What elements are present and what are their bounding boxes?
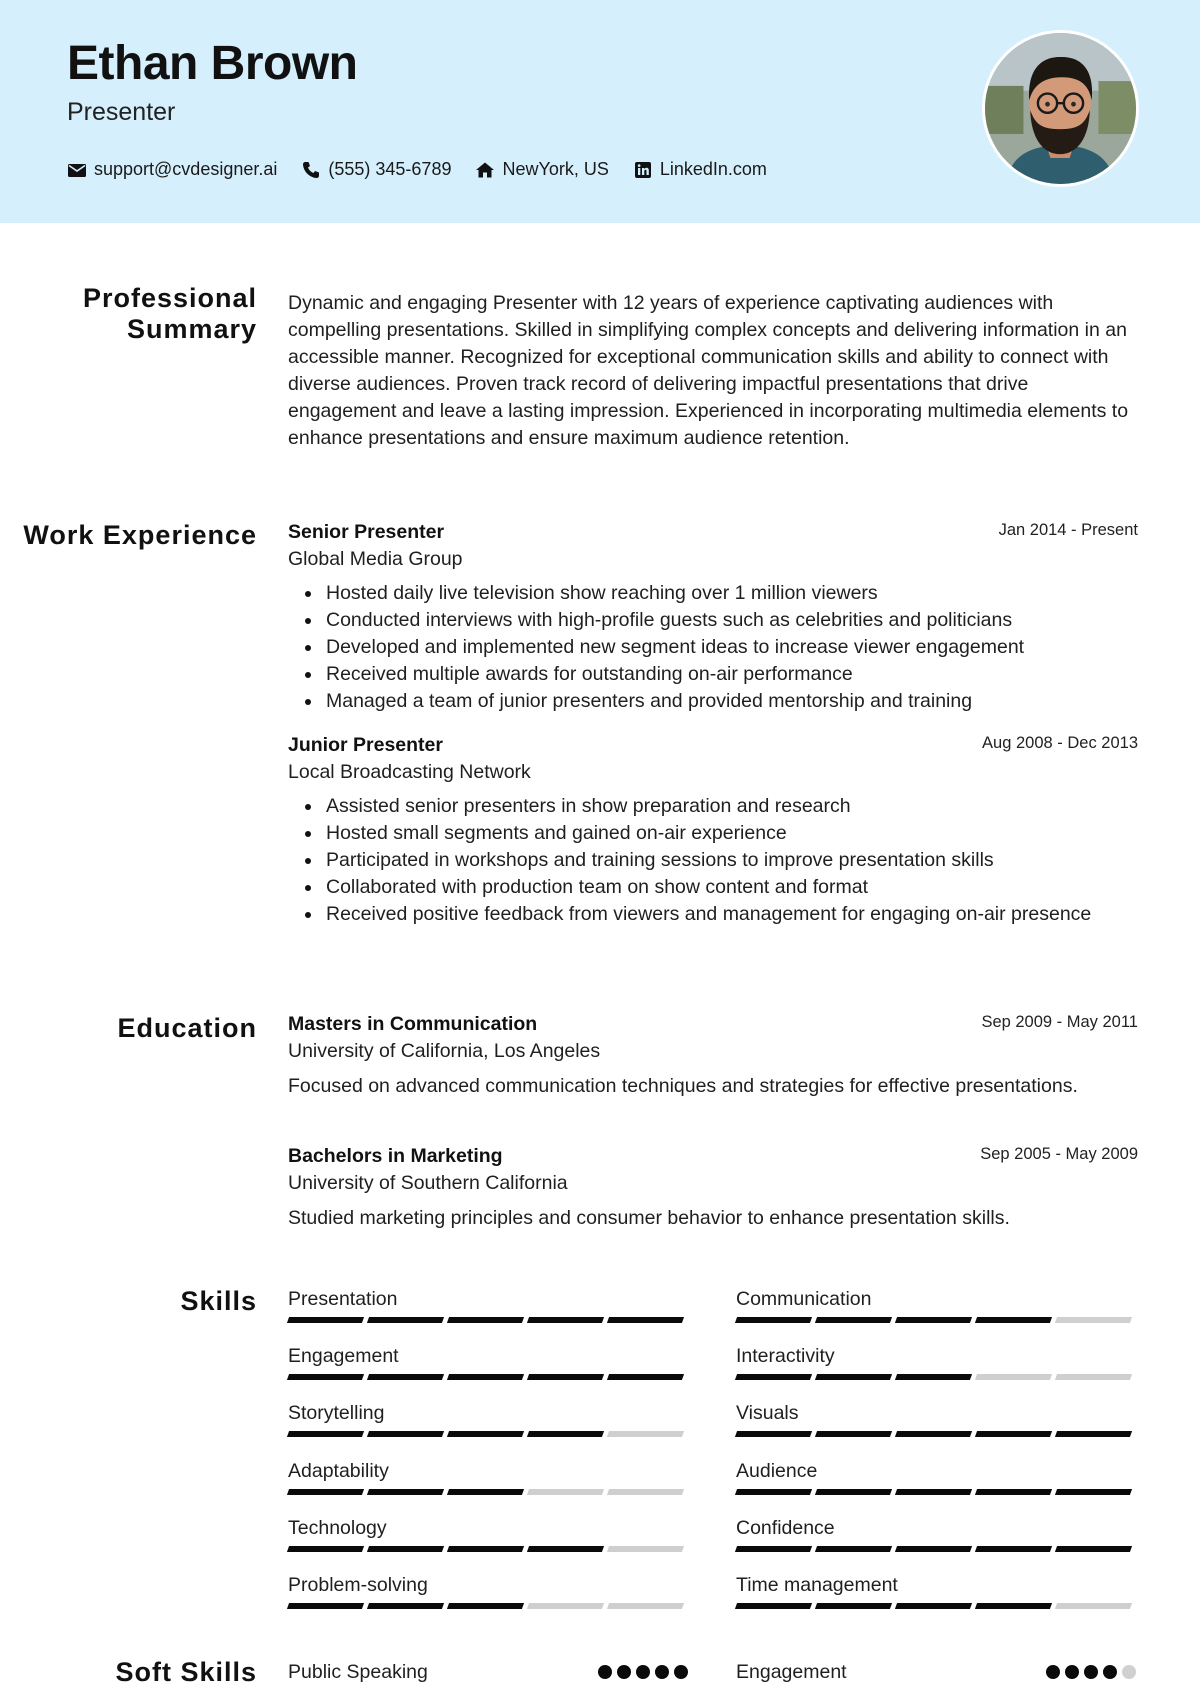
bullet-item: Received positive feedback from viewers and management for engaging on-air presence: [288, 901, 1138, 928]
section-title-skills: Skills: [180, 1286, 257, 1316]
skill-level-segment-filled: [815, 1489, 892, 1495]
skill-level-segment-filled: [447, 1431, 524, 1437]
rating-dot-filled: [636, 1665, 650, 1679]
skill-item: [288, 1516, 688, 1552]
home-icon: [475, 160, 495, 180]
skill-item: [288, 1287, 688, 1323]
soft-skill-item: [736, 1660, 1136, 1684]
bullet-item: Participated in workshops and training sessions to improve presentation skills: [288, 847, 1138, 874]
skill-level-segment-filled: [447, 1374, 524, 1380]
skill-level-segment-filled: [815, 1603, 892, 1609]
skill-level-segment-filled: [895, 1317, 972, 1323]
rating-dot-filled: [674, 1665, 688, 1679]
skill-level-segment-filled: [895, 1546, 972, 1552]
education-degree: Masters in Communication: [288, 1013, 538, 1035]
soft-skill-dots: [1041, 1665, 1136, 1679]
skill-level-segment-filled: [975, 1431, 1052, 1437]
job-company: Local Broadcasting Network: [288, 761, 531, 783]
skill-name: Confidence: [736, 1517, 835, 1539]
skill-level-segment-filled: [287, 1546, 364, 1552]
contact-email[interactable]: [67, 159, 277, 180]
bullet-item: Hosted small segments and gained on-air experience: [288, 820, 1138, 847]
skill-item: [736, 1459, 1136, 1495]
skill-level-segment-filled: [1055, 1546, 1132, 1552]
skill-name: Engagement: [288, 1345, 399, 1367]
skill-name: Audience: [736, 1460, 818, 1482]
experience-entry: [288, 732, 1138, 928]
skill-item: [736, 1573, 1136, 1609]
skill-level-segment-filled: [287, 1374, 364, 1380]
envelope-icon: [67, 160, 87, 180]
soft-skill-dots: [593, 1665, 688, 1679]
skill-level-segment-filled: [895, 1374, 972, 1380]
education-dates: Sep 2009 - May 2011: [981, 1013, 1138, 1031]
skill-level-segment-empty: [607, 1603, 684, 1609]
skill-level-segment-filled: [367, 1317, 444, 1323]
section-title-soft-skills: Soft Skills: [115, 1657, 257, 1684]
skill-bar: [288, 1317, 688, 1323]
contact-bar: [67, 159, 791, 180]
bullet-item: Conducted interviews with high-profile guests such as celebrities and politicians: [288, 607, 1138, 634]
linkedin-text: LinkedIn.com: [659, 159, 767, 179]
skill-level-segment-filled: [447, 1489, 524, 1495]
skill-level-segment-filled: [895, 1489, 972, 1495]
education-entry: [288, 1143, 1138, 1232]
skill-level-segment-filled: [975, 1317, 1052, 1323]
location-text: NewYork, US: [502, 159, 609, 179]
education-degree: Bachelors in Marketing: [288, 1145, 503, 1167]
skill-item: [736, 1344, 1136, 1380]
summary-text: Dynamic and engaging Presenter with 12 years of experience captivating audiences with compelling presentations. Skilled in simplifying complex concepts and delivering information in an accessible manner. Recognized for exceptional communication skills and ability to connect with diverse audiences. Proven track record of delivering impactful presentations that drive engagement and leave a lasting impression. Experienced in incorporating multimedia elements to enhance presentations and ensure maximum audience retention.: [288, 292, 1129, 449]
skill-level-segment-filled: [975, 1603, 1052, 1609]
skill-level-segment-filled: [895, 1431, 972, 1437]
skill-level-segment-empty: [607, 1431, 684, 1437]
skill-level-segment-empty: [1055, 1374, 1132, 1380]
soft-skill-name: Engagement: [736, 1661, 847, 1683]
skill-level-segment-filled: [815, 1546, 892, 1552]
rating-dot-filled: [1103, 1665, 1117, 1679]
skill-item: [288, 1344, 688, 1380]
education-description: Studied marketing principles and consumer behavior to enhance presentation skills.: [288, 1207, 1010, 1229]
skill-level-segment-filled: [815, 1374, 892, 1380]
rating-dot-empty: [1122, 1665, 1136, 1679]
job-bullets: [288, 793, 1138, 928]
skill-level-segment-filled: [815, 1317, 892, 1323]
section-title-experience: Work Experience: [23, 520, 257, 550]
skill-level-segment-empty: [607, 1489, 684, 1495]
skill-level-segment-filled: [735, 1317, 812, 1323]
skill-name: Technology: [288, 1517, 387, 1539]
skill-level-segment-empty: [527, 1603, 604, 1609]
skill-bar: [288, 1546, 688, 1552]
skill-level-segment-filled: [735, 1546, 812, 1552]
skill-level-segment-empty: [1055, 1603, 1132, 1609]
contact-phone[interactable]: [301, 159, 451, 180]
skill-bar: [288, 1431, 688, 1437]
skill-item: [736, 1287, 1136, 1323]
bullet-item: Collaborated with production team on show content and format: [288, 874, 1138, 901]
education-school: University of California, Los Angeles: [288, 1040, 601, 1062]
skill-level-segment-filled: [975, 1546, 1052, 1552]
skill-level-segment-filled: [447, 1546, 524, 1552]
skill-name: Time management: [736, 1574, 898, 1596]
skill-name: Interactivity: [736, 1345, 835, 1367]
skill-name: Communication: [736, 1288, 872, 1310]
skill-level-segment-filled: [527, 1546, 604, 1552]
skill-level-segment-filled: [447, 1317, 524, 1323]
skill-level-segment-filled: [607, 1317, 684, 1323]
skill-level-segment-empty: [975, 1374, 1052, 1380]
education-description: Focused on advanced communication techniques and strategies for effective presentations.: [288, 1075, 1078, 1097]
soft-skill-name: Public Speaking: [288, 1661, 428, 1683]
skill-level-segment-filled: [895, 1603, 972, 1609]
skill-bar: [736, 1489, 1136, 1495]
candidate-name: Ethan Brown: [67, 37, 358, 90]
skill-level-segment-filled: [607, 1374, 684, 1380]
bullet-item: Hosted daily live television show reaching over 1 million viewers: [288, 580, 1138, 607]
avatar-illustration: [985, 33, 1136, 184]
skill-item: [288, 1573, 688, 1609]
skill-level-segment-filled: [367, 1374, 444, 1380]
email-text: support@cvdesigner.ai: [94, 159, 278, 179]
rating-dot-filled: [655, 1665, 669, 1679]
skill-level-segment-filled: [367, 1546, 444, 1552]
section-title-summary: Professional Summary: [82, 283, 257, 344]
skill-level-segment-filled: [975, 1489, 1052, 1495]
contact-linkedin[interactable]: [633, 159, 767, 180]
skill-level-segment-filled: [367, 1431, 444, 1437]
rating-dot-filled: [1046, 1665, 1060, 1679]
phone-text: (555) 345-6789: [328, 159, 452, 179]
header: [0, 0, 1200, 223]
skill-level-segment-filled: [527, 1431, 604, 1437]
skill-item: [736, 1401, 1136, 1437]
job-dates: Jan 2014 - Present: [998, 521, 1138, 539]
rating-dot-filled: [617, 1665, 631, 1679]
education-dates: Sep 2005 - May 2009: [980, 1145, 1138, 1163]
skill-level-segment-filled: [367, 1603, 444, 1609]
bullet-item: Managed a team of junior presenters and provided mentorship and training: [288, 688, 1138, 715]
experience-entry: [288, 519, 1138, 715]
skill-level-segment-filled: [287, 1431, 364, 1437]
skill-item: [736, 1516, 1136, 1552]
skill-level-segment-filled: [527, 1317, 604, 1323]
skill-level-segment-filled: [287, 1317, 364, 1323]
job-dates: Aug 2008 - Dec 2013: [982, 734, 1138, 752]
job-title: Senior Presenter: [288, 521, 445, 543]
bullet-item: Assisted senior presenters in show preparation and research: [288, 793, 1138, 820]
skill-level-segment-filled: [367, 1489, 444, 1495]
education-school: University of Southern California: [288, 1172, 568, 1194]
contact-location: [475, 159, 608, 180]
skill-bar: [736, 1374, 1136, 1380]
skill-level-segment-filled: [1055, 1431, 1132, 1437]
skill-level-segment-filled: [735, 1431, 812, 1437]
skill-level-segment-filled: [735, 1603, 812, 1609]
skill-name: Problem-solving: [288, 1574, 428, 1596]
skill-item: [288, 1459, 688, 1495]
skill-name: Adaptability: [288, 1460, 389, 1482]
skill-level-segment-empty: [1055, 1317, 1132, 1323]
skill-name: Storytelling: [288, 1402, 385, 1424]
skill-name: Presentation: [288, 1288, 398, 1310]
skill-level-segment-empty: [607, 1546, 684, 1552]
skill-bar: [288, 1489, 688, 1495]
skill-level-segment-filled: [527, 1374, 604, 1380]
skill-level-segment-filled: [287, 1489, 364, 1495]
skill-bar: [736, 1603, 1136, 1609]
skill-level-segment-filled: [287, 1603, 364, 1609]
candidate-role: Presenter: [67, 98, 176, 126]
education-entry: [288, 1011, 1138, 1100]
bullet-item: Received multiple awards for outstanding on-air performance: [288, 661, 1138, 688]
skill-level-segment-filled: [735, 1374, 812, 1380]
skill-level-segment-filled: [735, 1489, 812, 1495]
job-title: Junior Presenter: [288, 734, 443, 756]
job-company: Global Media Group: [288, 548, 463, 570]
linkedin-icon: [633, 160, 653, 180]
job-bullets: [288, 580, 1138, 715]
skill-level-segment-filled: [815, 1431, 892, 1437]
rating-dot-filled: [1065, 1665, 1079, 1679]
skill-level-segment-filled: [447, 1603, 524, 1609]
skill-bar: [736, 1317, 1136, 1323]
skill-level-segment-empty: [527, 1489, 604, 1495]
profile-photo: [982, 30, 1139, 187]
skill-level-segment-filled: [1055, 1489, 1132, 1495]
skill-bar: [288, 1603, 688, 1609]
bullet-item: Developed and implemented new segment ideas to increase viewer engagement: [288, 634, 1138, 661]
phone-icon: [301, 160, 321, 180]
rating-dot-filled: [1084, 1665, 1098, 1679]
skill-bar: [288, 1374, 688, 1380]
skill-bar: [736, 1546, 1136, 1552]
skill-item: [288, 1401, 688, 1437]
skill-bar: [736, 1431, 1136, 1437]
section-title-education: Education: [117, 1013, 257, 1043]
skill-name: Visuals: [736, 1402, 799, 1424]
soft-skill-item: [288, 1660, 688, 1684]
rating-dot-filled: [598, 1665, 612, 1679]
